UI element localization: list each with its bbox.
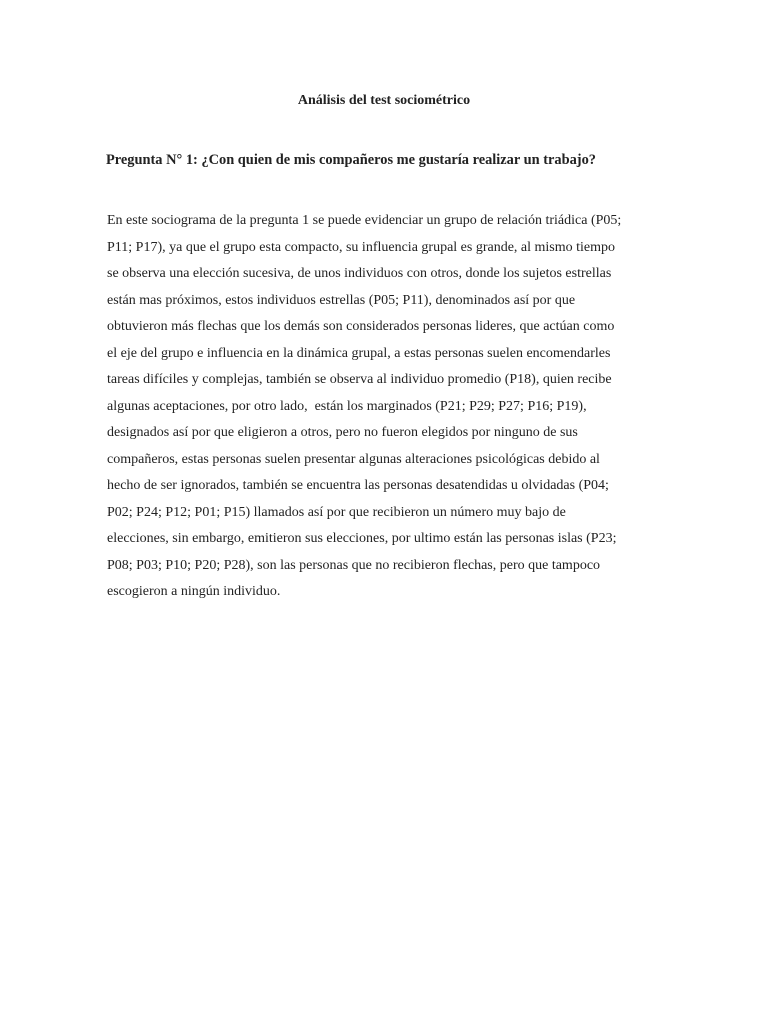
paragraph-line: P02; P24; P12; P01; P15) llamados así por que recibieron un número muy bajo de — [107, 504, 566, 520]
paragraph-line: elecciones, sin embargo, emitieron sus elecciones, por ultimo están las personas islas (P23; — [107, 531, 617, 546]
paragraph-line: En este sociograma de la pregunta 1 se puede evidenciar un grupo de relación triádica (P05; — [107, 213, 622, 228]
paragraph-line: están mas próximos, estos individuos estrellas (P05; P11), denominados así por que — [107, 292, 576, 308]
paragraph-line: escogieron a ningún individuo. — [107, 584, 281, 599]
paragraph-line: obtuvieron más flechas que los demás son considerados personas lideres, que actúan como — [107, 319, 615, 334]
paragraph-line: el eje del grupo e influencia en la dinámica grupal, a estas personas suelen encomendarles — [107, 345, 611, 361]
paragraph-line: designados así por que eligieron a otros, pero no fueron elegidos por ninguno de sus — [107, 425, 578, 440]
paragraph-line: tareas difíciles y complejas, también se observa al individuo promedio (P18), quien recibe — [107, 372, 612, 387]
paragraph-line: algunas aceptaciones, por otro lado, están los marginados (P21; P29; P27; P16; P19), — [107, 398, 587, 414]
document-title: Análisis del test sociométrico — [297, 93, 471, 108]
paragraph-line: P08; P03; P10; P20; P28), son las personas que no recibieron flechas, pero que tampoco — [107, 557, 601, 573]
analysis-paragraph — [107, 208, 667, 606]
paragraph-line: compañeros, estas personas suelen presentar algunas alteraciones psicológicas debido al — [107, 451, 600, 467]
paragraph-line: hecho de ser ignorados, también se encuentra las personas desatendidas u olvidadas (P04; — [107, 478, 609, 493]
question-heading: Pregunta N° 1: ¿Con quien de mis compañeros me gustaría realizar un trabajo? — [106, 152, 596, 168]
paragraph-line: P11; P17), ya que el grupo esta compacto, su influencia grupal es grande, al mismo tiempo — [107, 239, 616, 255]
paragraph-line: se observa una elección sucesiva, de unos individuos con otros, donde los sujetos estrellas — [107, 266, 612, 281]
